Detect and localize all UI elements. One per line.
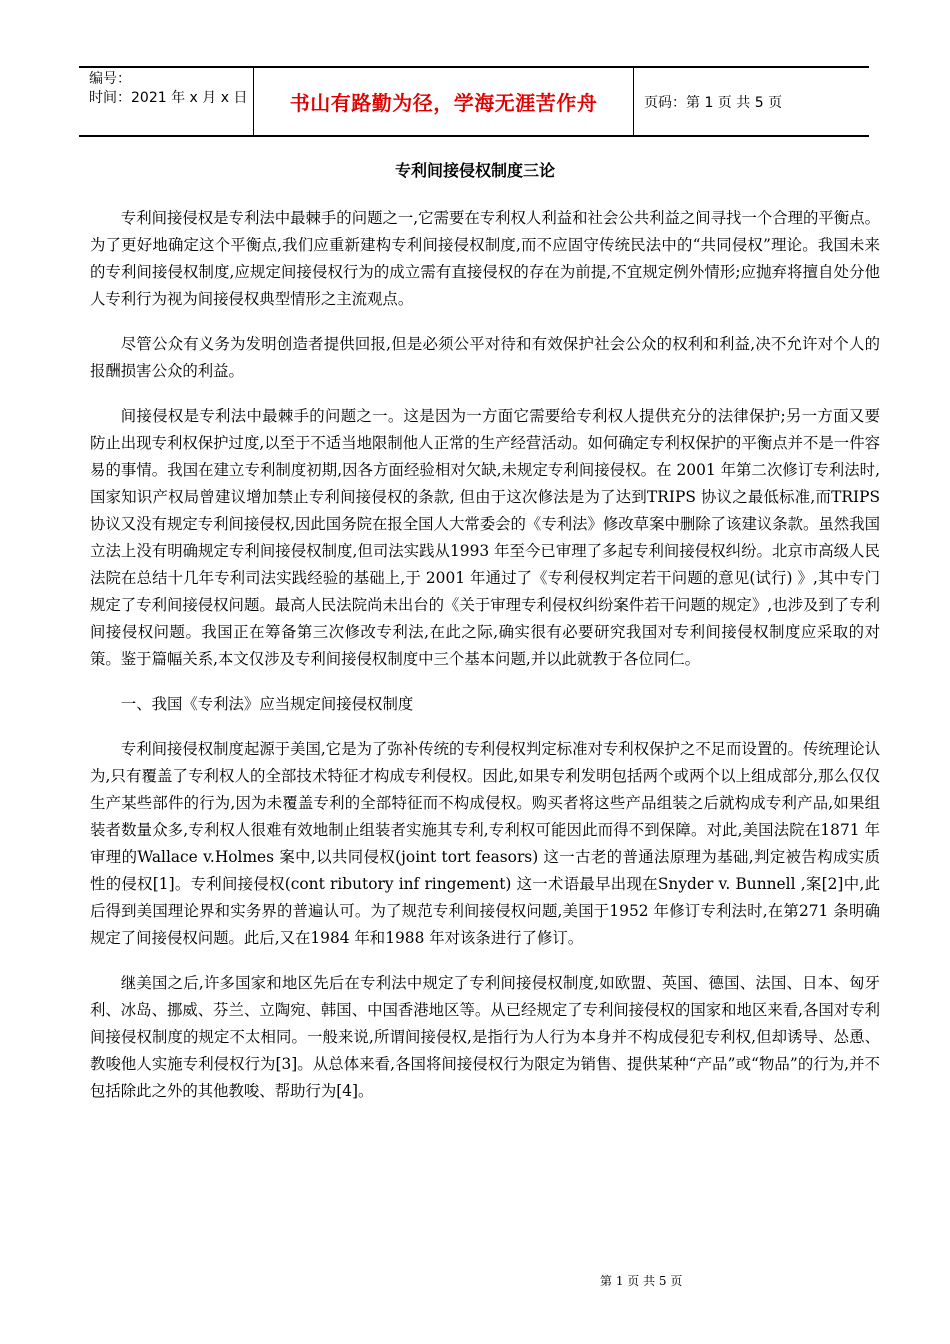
document-number-label: 编号：: [89, 71, 131, 87]
page-header: [79, 66, 869, 137]
document-date-label: 时间：2021 年 x 月 x 日: [89, 90, 248, 106]
header-meta: [79, 68, 254, 135]
paragraph: 专利间接侵权是专利法中最棘手的问题之一,它需要在专利权人利益和社会公共利益之间寻找一个合理的平衡点。为了更好地确定这个平衡点,我们应重新建构专利间接侵权制度,而不应固守传统民法中的“共同侵权”理论。我国未来的专利间接侵权制度,应规定间接侵权行为的成立需有直接侵权的存在为前提,不宜规定例外情形;应抛弃将擅自处分他人专利行为视为间接侵权典型情形之主流观点。: [90, 209, 880, 308]
paragraph: 尽管公众有义务为发明创造者提供回报,但是必须公平对待和有效保护社会公众的权利和利益,决不允许对个人的报酬损害公众的利益。: [90, 335, 880, 380]
header-motto: 书山有路勤为径，学海无涯苦作舟: [289, 91, 598, 115]
header-page-label: 页码：第 1 页 共 5 页: [644, 94, 783, 111]
document-title: 专利间接侵权制度三论: [394, 161, 555, 180]
paragraph: 专利间接侵权制度起源于美国,它是为了弥补传统的专利侵权判定标准对专利权保护之不足而设置的。传统理论认为,只有覆盖了专利权人的全部技术特征才构成专利侵权。因此,如果专利发明包括两个或两个以上组成部分,那么仅仅生产某些部件的行为,因为未覆盖专利的全部特征而不构成侵权。购买者将这些产品组装之后就构成专利产品,如果组装者数量众多,专利权人很难有效地制止组装者实施其专利,专利权可能因此而得不到保障。对此,美国法院在1871 年审理的Wallace v.Holmes 案中,以共同侵权(joint tort feasors) 这一古老的普通法原理为基础,判定被告构成实质性的侵权[1]。专利间接侵权(cont ributory inf ringement) 这一术语最早出现在Snyder v. Bunnell ,案[2]中,此后得到美国理论界和实务界的普遍认可。为了规范专利间接侵权问题,美国于1952 年修订专利法时,在第271 条明确规定了间接侵权问题。此后,又在1984 年和1988 年对该条进行了修订。: [90, 740, 880, 947]
paragraph: 间接侵权是专利法中最棘手的问题之一。这是因为一方面它需要给专利权人提供充分的法律保护;另一方面又要防止出现专利权保护过度,以至于不适当地限制他人正常的生产经营活动。如何确定专利权保护的平衡点并不是一件容易的事情。我国在建立专利制度初期,因各方面经验相对欠缺,未规定专利间接侵权。在 2001 年第二次修订专利法时,国家知识产权局曾建议增加禁止专利间接侵权的条款, 但由于这次修法是为了达到TRIPS 协议之最低标准,而TRIPS 协议又没有规定专利间接侵权,因此国务院在报全国人大常委会的《专利法》修改草案中删除了该建议条款。虽然我国立法上没有明确规定专利间接侵权制度,但司法实践从1993 年至今已审理了多起专利间接侵权纠纷。北京市高级人民法院在总结十几年专利司法实践经验的基础上,于 2001 年通过了《专利侵权判定若干问题的意见(试行) 》,其中专门规定了专利间接侵权问题。最高人民法院尚未出台的《关于审理专利侵权纠纷案件若干问题的规定》,也涉及到了专利间接侵权问题。我国正在筹备第三次修改专利法,在此之际,确实很有必要研究我国对专利间接侵权制度应采取的对策。鉴于篇幅关系,本文仅涉及专利间接侵权制度中三个基本问题,并以此就教于各位同仁。: [90, 407, 880, 668]
header-page-cell: [634, 68, 869, 135]
header-motto-cell: [254, 68, 634, 135]
document-body: [90, 205, 880, 1123]
section-heading: 一、我国《专利法》应当规定间接侵权制度: [120, 695, 414, 713]
page-footer: 第 1 页 共 5 页: [600, 1274, 683, 1288]
paragraph: 继美国之后,许多国家和地区先后在专利法中规定了专利间接侵权制度,如欧盟、英国、德国、法国、日本、匈牙利、冰岛、挪威、芬兰、立陶宛、韩国、中国香港地区等。从已经规定了专利间接侵权的国家和地区来看,各国对专利间接侵权制度的规定不太相同。一般来说,所谓间接侵权,是指行为人行为本身并不构成侵犯专利权,但却诱导、怂恿、教唆他人实施专利侵权行为[3]。从总体来看,各国将间接侵权行为限定为销售、提供某种“产品”或“物品”的行为,并不包括除此之外的其他教唆、帮助行为[4]。: [90, 974, 880, 1100]
